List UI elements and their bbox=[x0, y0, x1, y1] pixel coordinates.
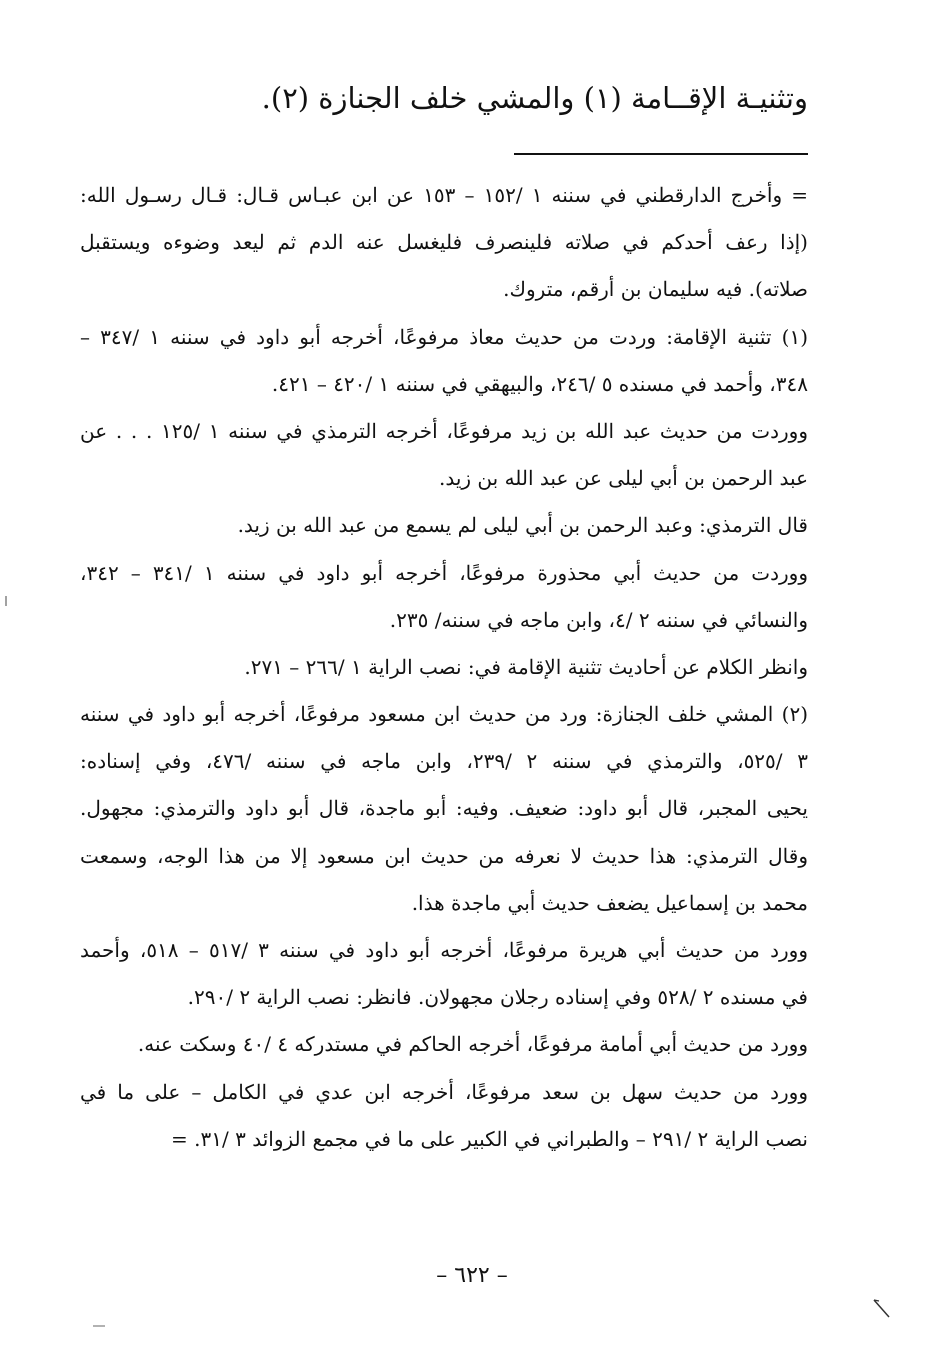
footnote-line: قال الترمذي: وعبد الرحمن بن أبي ليلى لم يسمع من عبد الله بن زيد. bbox=[237, 513, 808, 538]
scan-corner-mark bbox=[872, 1298, 892, 1320]
footnote-line: وقال الترمذي: هذا حديث لا نعرفه من حديث ابن مسعود إلا من هذا الوجه، وسمعت bbox=[80, 843, 808, 868]
footnote-line: وورد من حديث أبي أمامة مرفوعًا، أخرجه الحاكم في مستدركه ٤ /٤٠ وسكت عنه. bbox=[137, 1032, 808, 1057]
footnote-line: عبد الرحمن بن أبي ليلى عن عبد الله بن زيد. bbox=[438, 466, 808, 491]
footnote-line: صلاته). فيه سليمان بن أرقم، متروك. bbox=[503, 277, 808, 302]
footnote-line: في مسنده ٢ /٥٢٨ وفي إسناده رجلان مجهولان. فانظر: نصب الراية ٢ /٢٩٠. bbox=[187, 985, 808, 1010]
footnote-separator bbox=[514, 153, 808, 155]
footnote-line: ووردت من حديث عبد الله بن زيد مرفوعًا، أخرجه الترمذي في سننه ١ /١٢٥ . . . عن bbox=[80, 418, 808, 443]
page-number: – ٦٢٢ – bbox=[436, 1263, 508, 1288]
footnote-line: والنسائي في سننه ٢ /٤، وابن ماجه في سننه/ ٢٣٥. bbox=[389, 607, 808, 632]
footnote-line: ٣ /٥٢٥، والترمذي في سننه ٢ /٢٣٩، وابن ماجه في سننه /٤٧٦، وفي إسناده: bbox=[80, 749, 808, 774]
footnote-line: يحيى المجبر، قال أبو داود: ضعيف. وفيه: أبو ماجدة، قال أبو داود والترمذي: مجهول. bbox=[80, 796, 808, 821]
footnotes-block bbox=[80, 180, 808, 1171]
main-text-line: وتثنيـة الإقــامة (١) والمشي خلف الجنازة (٢). bbox=[261, 81, 808, 115]
footnote-line: (إذا رعف أحدكم في صلاته فلينصرف فليغسل عنه الدم ثم ليعد وضوءه ويستقبل bbox=[80, 230, 808, 255]
scan-dash-mark bbox=[92, 1323, 106, 1329]
footnote-line: ووردت من حديث أبي محذورة مرفوعًا، أخرجه أبو داود في سننه ١ /٣٤١ – ٣٤٢، bbox=[80, 560, 808, 585]
footnote-line: نصب الراية ٢ /٢٩١ – والطبراني في الكبير على ما في مجمع الزوائد ٣ /٣١. = bbox=[171, 1126, 808, 1151]
footnote-line: وورد من حديث أبي هريرة مرفوعًا، أخرجه أبو داود في سننه ٣ /٥١٧ – ٥١٨، وأحمد bbox=[80, 938, 808, 962]
footnote-line: وورد من حديث سهل بن سعد مرفوعًا، أخرجه ابن عدي في الكامل – على ما في bbox=[80, 1079, 808, 1104]
footnote-line: محمد بن إسماعيل يضعف حديث أبي ماجدة هذا. bbox=[411, 890, 808, 915]
footnote-line: وانظر الكلام عن أحاديث تثنية الإقامة في: نصب الراية ١ /٢٦٦ – ٢٧١. bbox=[244, 654, 808, 679]
footnote-line: (١) تثنية الإقامة: وردت من حديث معاذ مرفوعًا، أخرجه أبو داود في سننه ١ /٣٤٧ – bbox=[80, 324, 808, 349]
footnote-line: = وأخرج الدارقطني في سننه ١ /١٥٢ – ١٥٣ عن ابن عبـاس قـال: قـال رسـول الله: bbox=[80, 183, 808, 207]
footnote-line: ٣٤٨، وأحمد في مسنده ٥ /٢٤٦، والبيهقي في سننه ١ /٤٢٠ – ٤٢١. bbox=[271, 371, 808, 396]
scan-speck-mark bbox=[4, 596, 8, 606]
footnote-line: (٢) المشي خلف الجنازة: ورد من حديث ابن مسعود مرفوعًا، أخرجه أبو داود في سننه bbox=[80, 702, 808, 727]
